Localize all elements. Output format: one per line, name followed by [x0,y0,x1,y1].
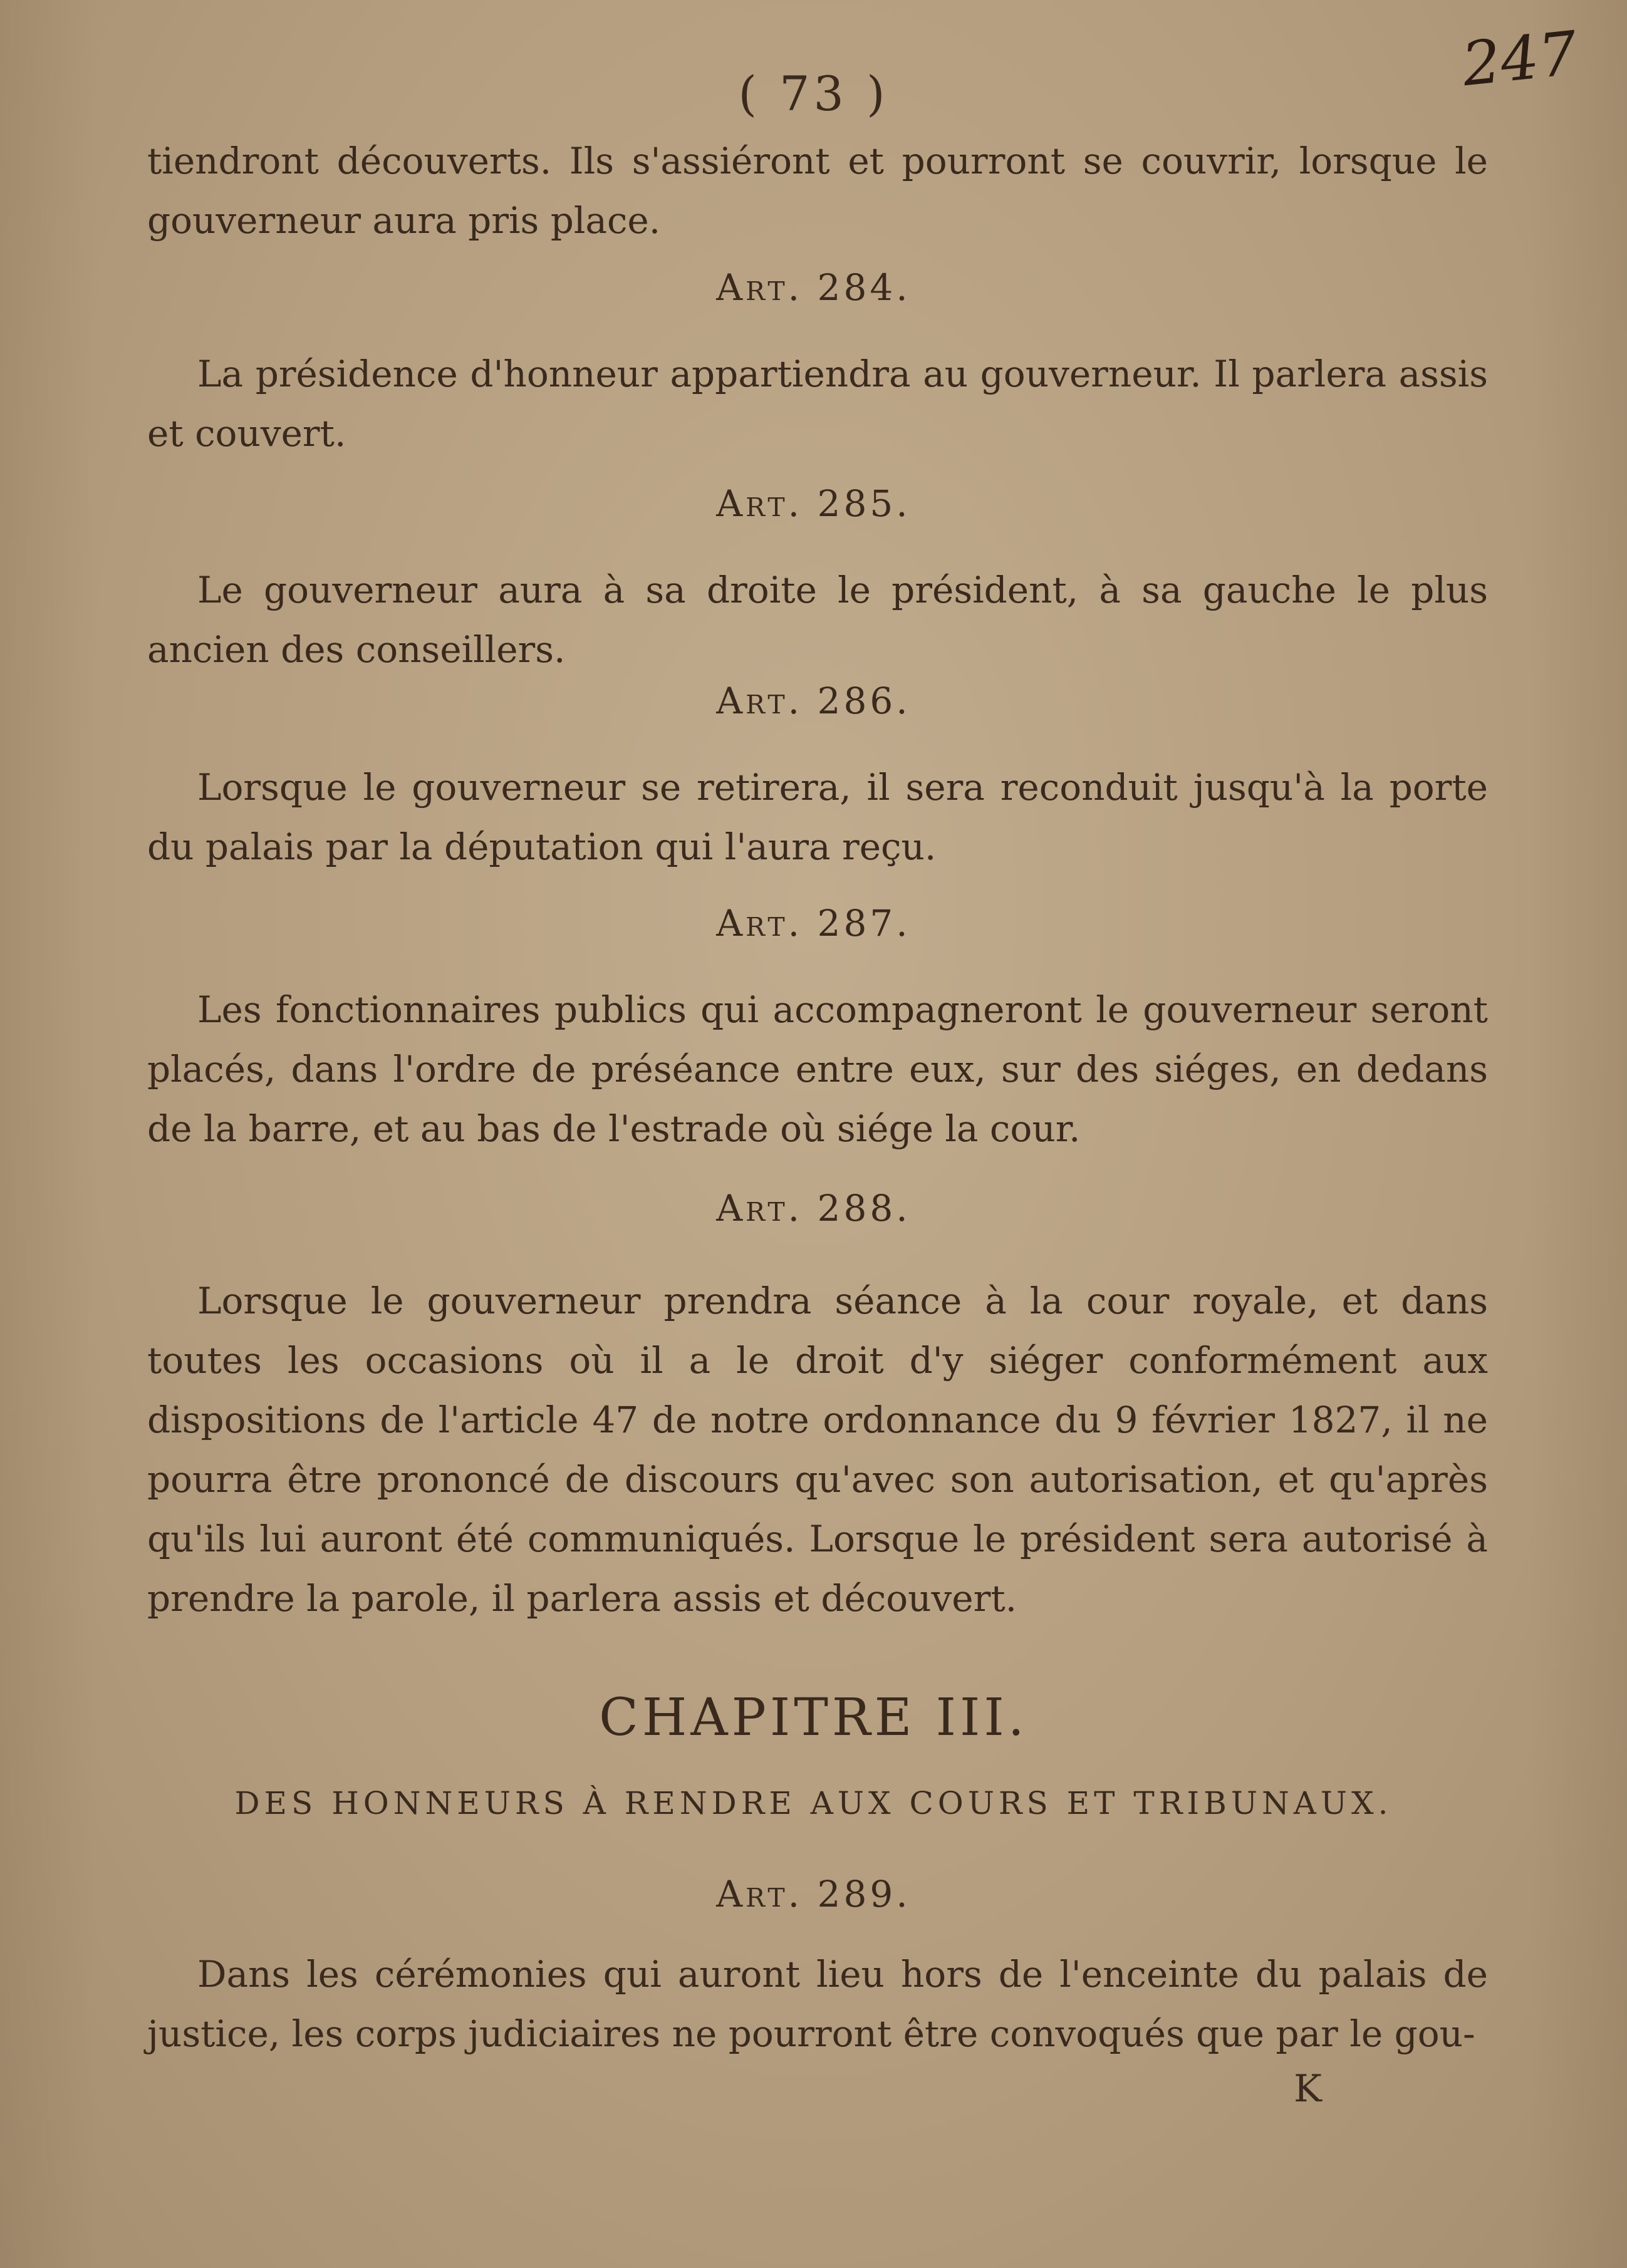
article-284-heading: Art. 284. [716,266,911,309]
article-289-text: Dans les cérémonies qui auront lieu hors de l'enceinte du palais de justice, les corps judiciaires ne pourront être convoqués que par le gou- [147,1953,1488,2055]
article-284-text: La présidence d'honneur appartiendra au gouverneur. Il parlera assis et couvert. [147,353,1488,455]
article-289-heading: Art. 289. [716,1873,911,1915]
article-286-body [147,758,1488,877]
article-289-body [147,1945,1488,2064]
article-286-heading: Art. 286. [716,680,911,722]
article-285-body [147,561,1488,680]
paragraph-intro [147,132,1488,251]
signature-mark: K [1294,2067,1322,2111]
article-284-body [147,344,1488,463]
article-287-text: Les fonctionnaires publics qui accompagneront le gouverneur seront placés, dans l'ordre de préséance entre eux, sur des siéges, en dedans de la barre, et au bas de l'estrade où siége la cour. [147,988,1488,1150]
page-number: ( 73 ) [738,66,889,122]
article-288-body [147,1271,1488,1629]
intro-text: tiendront découverts. Ils s'assiéront et pourront se couvrir, lorsque le gouverneur aura pris place. [147,140,1488,242]
article-285-heading: Art. 285. [716,482,911,525]
article-288-text: Lorsque le gouverneur prendra séance à la cour royale, et dans toutes les occasions où il a le droit d'y siéger conformément aux dispositions de l'article 47 de notre ordonnance du 9 février 1827, il ne pourra être prononcé de discours qu'avec son autorisation, et qu'après qu'ils lui auront été communiqués. Lorsque le président sera autorisé à prendre la parole, il parlera assis et découvert. [147,1280,1488,1620]
article-287-body [147,980,1488,1159]
handwritten-folio-number: 247 [1458,18,1581,100]
article-286-text: Lorsque le gouverneur se retirera, il sera reconduit jusqu'à la porte du palais par la députation qui l'aura reçu. [147,766,1488,868]
chapter-subtitle: DES HONNEURS À RENDRE AUX COURS ET TRIBUNAUX. [234,1785,1393,1821]
article-285-text: Le gouverneur aura à sa droite le président, à sa gauche le plus ancien des conseillers. [147,569,1488,671]
chapter-title: CHAPITRE III. [599,1688,1028,1748]
article-287-heading: Art. 287. [716,902,911,945]
article-288-heading: Art. 288. [716,1187,911,1230]
